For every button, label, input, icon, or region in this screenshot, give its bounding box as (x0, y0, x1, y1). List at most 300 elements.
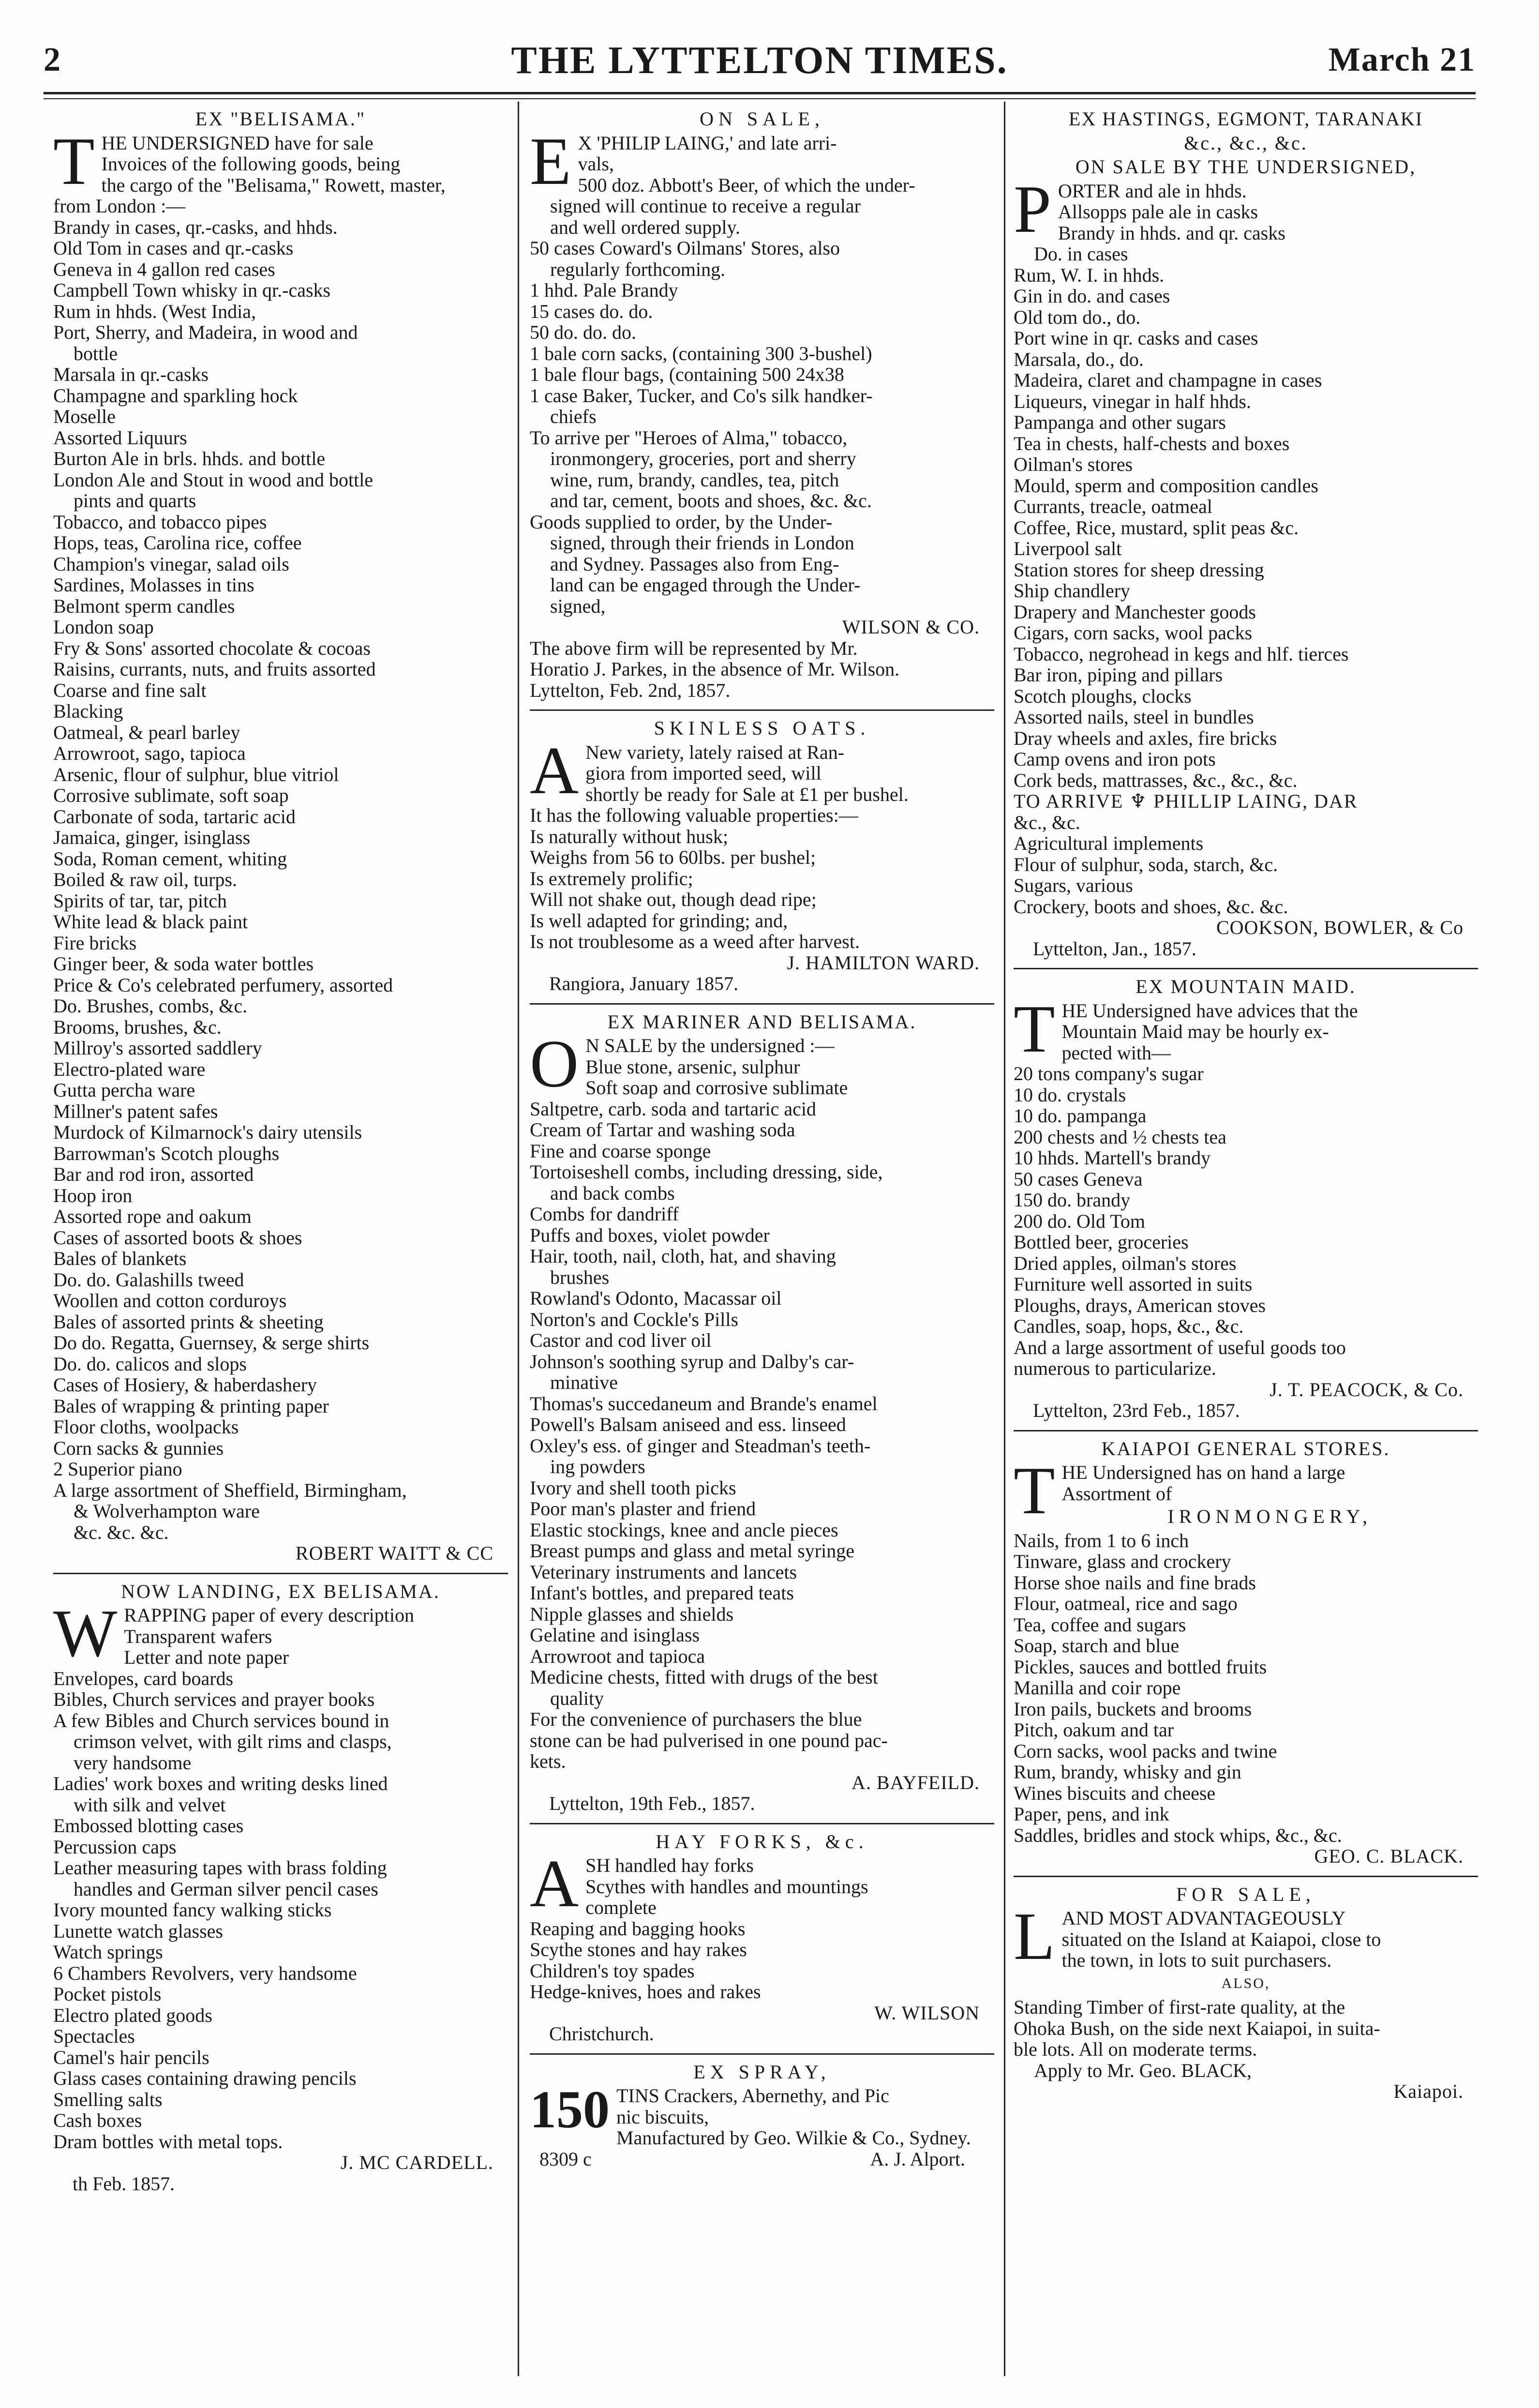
ad-body (530, 123, 994, 617)
text-line: and back combs (550, 1182, 675, 1204)
ad-signature: GEO. C. BLACK. (1314, 1845, 1464, 1867)
text-line: Blue stone, arsenic, sulphur (585, 1055, 800, 1078)
text-line: Mountain Maid may be hourly ex- (1061, 1021, 1329, 1042)
ad-subheading: IRONMONGERY, (1167, 1505, 1373, 1527)
text-line: Hair, tooth, nail, cloth, hat, and shaving (530, 1245, 836, 1267)
text-line: &c., &c. (1014, 811, 1080, 833)
text-line: Blacking (53, 700, 123, 722)
text-line: signed will continue to receive a regular (550, 195, 861, 217)
text-line: Tortoiseshell combs, including dressing, side, (530, 1161, 883, 1183)
ad-signature: A. J. Alport. (870, 2148, 965, 2170)
text-line: Bottled beer, groceries (1014, 1231, 1189, 1253)
text-line: Leather measuring tapes with brass folding (53, 1857, 387, 1879)
text-line: Bales of wrapping & printing paper (53, 1395, 329, 1417)
text-line: ing powders (550, 1456, 645, 1477)
text-line: Station stores for sheep dressing (1014, 558, 1264, 581)
text-line: Is not troublesome as a weed after harvest. (530, 931, 860, 952)
ad-ex-spray (530, 2062, 994, 2170)
text-line: And a large assortment of useful goods too (1014, 1336, 1346, 1358)
text-line: Belmont sperm candles (53, 595, 235, 617)
column-1 (53, 106, 508, 2201)
drop-cap: W (53, 1596, 118, 1671)
text-line: handles and German silver pencil cases (74, 1878, 378, 1900)
text-line: Manufactured by Geo. Wilkie & Co., Sydney. (616, 2127, 971, 2149)
text-line: London Ale and Stout in wood and bottle (53, 468, 374, 491)
text-line: Furniture well assorted in suits (1014, 1273, 1253, 1295)
ad-intro (1014, 1462, 1478, 1504)
text-line: Scythes with handles and mountings (585, 1875, 868, 1897)
ad-signature: WILSON & CO. (842, 616, 980, 638)
text-line: A few Bibles and Church services bound in (53, 1709, 389, 1731)
text-line: Tobacco, and tobacco pipes (53, 511, 267, 533)
quantity-numeral: 150 (530, 2080, 610, 2139)
text-line: London soap (53, 616, 154, 638)
text-line: Rum, W. I. in hhds. (1014, 264, 1165, 286)
text-line: Spirits of tar, tar, pitch (53, 889, 227, 912)
column-divider-1 (518, 102, 519, 2376)
text-line: Tea in chests, half-chests and boxes (1014, 432, 1290, 454)
text-line: Flour, oatmeal, rice and sago (1014, 1593, 1238, 1614)
text-line: 10 do. crystals (1014, 1084, 1126, 1106)
text-line: wine, rum, brandy, candles, tea, pitch (550, 468, 839, 491)
text-line: Sugars, various (1014, 874, 1133, 896)
goods-list (53, 217, 508, 1543)
text-line: Invoices of the following goods, being (101, 153, 401, 175)
text-line: Corn sacks & gunnies (53, 1437, 224, 1459)
text-line: Jamaica, ginger, isinglass (53, 827, 251, 848)
text-line: Scotch ploughs, clocks (1014, 685, 1192, 707)
text-line: and well ordered supply. (550, 216, 740, 238)
drop-cap: E (530, 123, 571, 199)
text-line: Corn sacks, wool packs and twine (1014, 1740, 1277, 1762)
text-line: Assorted Liquurs (53, 426, 187, 449)
ad-on-sale (530, 108, 994, 701)
text-line: Barrowman's Scotch ploughs (53, 1142, 280, 1164)
drop-cap: T (53, 123, 95, 199)
text-line: situated on the Island at Kaiapoi, close to (1061, 1928, 1381, 1950)
text-line: Castor and cod liver oil (530, 1329, 712, 1351)
text-line: Electro-plated ware (53, 1058, 206, 1080)
ad-heading: KAIAPOI GENERAL STORES. (1101, 1437, 1390, 1460)
ad-place: Christchurch. (549, 2023, 654, 2045)
text-line: Ploughs, drays, American stoves (1014, 1294, 1266, 1316)
text-line: Coarse and fine salt (53, 679, 207, 701)
column-3 (1014, 106, 1478, 2109)
text-line: Horse shoe nails and fine brads (1014, 1571, 1256, 1594)
text-line: the town, in lots to suit purchasers. (1061, 1949, 1332, 1971)
text-line: Fry & Sons' assorted chocolate & cocoas (53, 637, 371, 659)
text-line: Pocket pistols (53, 1983, 162, 2005)
text-line: Bibles, Church services and prayer books (53, 1688, 375, 1710)
ad-signature: J. T. PEACOCK, & Co. (1270, 1378, 1464, 1400)
drop-cap: T (1014, 1453, 1055, 1528)
ad-signature: W. WILSON (874, 2002, 980, 2024)
also-label: ALSO, (1221, 1975, 1270, 1991)
text-line: Raisins, currants, nuts, and fruits assorted (53, 658, 376, 680)
text-line: Iron pails, buckets and brooms (1014, 1698, 1252, 1720)
text-line: Elastic stockings, knee and ancle pieces (530, 1519, 838, 1541)
text-line: ironmongery, groceries, port and sherry (550, 448, 856, 469)
text-line: Paper, pens, and ink (1014, 1803, 1169, 1825)
text-line: Boiled & raw oil, turps. (53, 869, 237, 890)
text-line: Do. do. calicos and slops (53, 1353, 247, 1375)
ad-separator (53, 1573, 508, 1574)
drop-cap: A (530, 1846, 579, 1921)
text-line: Port, Sherry, and Madeira, in wood and (53, 321, 358, 343)
text-line: the cargo of the "Belisama," Rowett, master, (101, 174, 446, 196)
text-line: Rum, brandy, whisky and gin (1014, 1761, 1241, 1783)
text-line: Pampanga and other sugars (1014, 411, 1226, 433)
ad-heading: HAY FORKS, &c. (656, 1830, 868, 1852)
text-line: Old tom do., do. (1014, 306, 1141, 328)
text-line: Soft soap and corrosive sublimate (585, 1077, 848, 1099)
text-line: quality (550, 1687, 604, 1709)
text-line: Arrowroot and tapioca (530, 1645, 705, 1667)
text-line: 200 do. Old Tom (1014, 1210, 1146, 1232)
text-line: Infant's bottles, and prepared teats (530, 1582, 794, 1604)
text-line: Flour of sulphur, soda, starch, &c. (1014, 853, 1278, 875)
text-line: Bar and rod iron, assorted (53, 1163, 254, 1185)
text-line: Powell's Balsam aniseed and ess. linseed (530, 1414, 846, 1435)
ad-separator (1014, 968, 1478, 969)
text-line: Cream of Tartar and washing soda (530, 1119, 795, 1141)
ad-body (530, 1846, 994, 2002)
text-line: Gin in do. and cases (1014, 285, 1170, 307)
text-line: Hedge-knives, hoes and rakes (530, 1981, 761, 2002)
text-line: Norton's and Cockle's Pills (530, 1308, 739, 1330)
text-line: Letter and note paper (124, 1646, 289, 1668)
ad-ex-hastings (1014, 108, 1478, 959)
text-line: Is well adapted for grinding; and, (530, 909, 788, 932)
text-line: Fire bricks (53, 932, 137, 954)
drop-cap: O (530, 1026, 579, 1101)
ad-date: th Feb. 1857. (73, 2172, 175, 2195)
text-line: Assortment of (1061, 1482, 1172, 1505)
text-line: signed, through their friends in London (550, 532, 854, 554)
text-line: Cork beds, mattrasses, &c., &c., &c. (1014, 769, 1298, 791)
text-line: from London :— (53, 195, 186, 217)
text-line: Will not shake out, though dead ripe; (530, 888, 817, 910)
text-line: Saddles, bridles and stock whips, &c., &c. (1014, 1824, 1342, 1846)
text-line: Geneva in 4 gallon red cases (53, 258, 275, 280)
text-line: 10 hhds. Martell's brandy (1014, 1147, 1211, 1169)
text-line: Liqueurs, vinegar in half hhds. (1014, 390, 1251, 412)
to-arrive-line: TO ARRIVE ♆ PHILLIP LAING, DAR (1014, 790, 1358, 812)
text-line: Ladies' work boxes and writing desks lined (53, 1773, 388, 1794)
text-line: Arrowroot, sago, tapioca (53, 742, 246, 764)
text-line: &c. &c. &c. (74, 1521, 169, 1543)
ad-intro (53, 1605, 508, 1647)
text-line: 200 chests and ½ chests tea (1014, 1126, 1226, 1148)
text-line: SH handled hay forks (585, 1854, 754, 1876)
text-line: Currants, treacle, oatmeal (1014, 496, 1212, 517)
text-line: Cash boxes (53, 2109, 142, 2131)
text-line: TINS Crackers, Abernethy, and Pic (616, 2085, 889, 2107)
text-line: 150 do. brandy (1014, 1189, 1131, 1211)
text-line: Lunette watch glasses (53, 1920, 223, 1942)
text-line: very handsome (74, 1751, 192, 1774)
text-line: signed, (550, 595, 606, 617)
text-line: with silk and velvet (74, 1793, 226, 1816)
text-line: Goods supplied to order, by the Under- (530, 511, 833, 533)
text-line: Carbonate of soda, tartaric acid (53, 805, 296, 828)
ad-kaiapoi-stores (1014, 1438, 1478, 1867)
text-line: Do. do. Galashills tweed (53, 1268, 244, 1291)
text-line: complete (585, 1896, 657, 1918)
text-line: Johnson's soothing syrup and Dalby's car- (530, 1350, 854, 1372)
text-line: Ginger beer, & soda water bottles (53, 953, 314, 975)
text-line: Drapery and Manchester goods (1014, 601, 1256, 623)
ad-heading: EX MOUNTAIN MAID. (1136, 976, 1356, 997)
text-line: land can be engaged through the Under- (550, 574, 861, 596)
text-line: 50 do. do. do. (530, 321, 636, 343)
text-line: Cases of Hosiery, & haberdashery (53, 1374, 317, 1396)
text-line: 15 cases do. do. (530, 300, 653, 322)
text-line: minative (550, 1371, 618, 1393)
ad-subheading: ON SALE BY THE UNDERSIGNED, (1075, 156, 1417, 178)
text-line: Camel's hair pencils (53, 2046, 209, 2068)
text-line: 50 cases Coward's Oilmans' Stores, also (530, 237, 840, 259)
arrive-list (1014, 812, 1478, 918)
text-line: Sardines, Molasses in tins (53, 574, 254, 596)
ad-skinless-oats (530, 718, 994, 994)
text-line: Watch springs (53, 1941, 163, 1963)
text-line: For the convenience of purchasers the blue (530, 1708, 862, 1730)
text-line: 20 tons company's sugar (1014, 1063, 1204, 1084)
text-line: Poor man's plaster and friend (530, 1498, 756, 1520)
column-2 (530, 106, 994, 2176)
text-line: Rum in hhds. (West India, (53, 300, 256, 322)
ad-notice (530, 638, 994, 701)
text-line: Champion's vinegar, salad oils (53, 553, 289, 575)
ad-heading: EX "BELISAMA." (195, 108, 366, 130)
text-line: and Sydney. Passages also from Eng- (550, 553, 839, 575)
text-line: Brandy in cases, qr.-casks, and hhds. (53, 216, 338, 238)
ad-mariner-belisama (530, 1011, 994, 1814)
text-line: Puffs and boxes, violet powder (530, 1224, 770, 1246)
text-line: Percussion caps (53, 1836, 177, 1858)
ad-heading: SKINLESS OATS. (654, 717, 870, 739)
text-line: Ship chandlery (1014, 580, 1131, 602)
text-line: 2 Superior piano (53, 1458, 182, 1480)
ad-separator (530, 2053, 994, 2055)
text-line: New variety, lately raised at Ran- (585, 741, 845, 763)
text-line: Nipple glasses and shields (530, 1603, 734, 1625)
ad-date: Lyttelton, Jan., 1857. (1033, 937, 1196, 960)
ad-signature: COOKSON, BOWLER, & Co (1216, 917, 1464, 938)
text-line: 1 case Baker, Tucker, and Co's silk handker- (530, 384, 873, 406)
text-line: brushes (550, 1266, 610, 1288)
text-line: Pitch, oakum and tar (1014, 1719, 1174, 1741)
ad-body (1014, 991, 1478, 1379)
text-line: Electro plated goods (53, 2004, 212, 2026)
text-line: Dried apples, oilman's stores (1014, 1252, 1237, 1274)
text-line: Envelopes, card boards (53, 1667, 234, 1689)
ad-body (1014, 1899, 1478, 1974)
ad-signature: A. BAYFEILD. (852, 1771, 980, 1793)
ad-heading: ON SALE, (700, 108, 824, 130)
text-line: pints and quarts (74, 490, 196, 512)
text-line: Assorted rope and oakum (53, 1205, 252, 1227)
ad-date: Lyttelton, 19th Feb., 1857. (549, 1792, 755, 1814)
text-line: Arsenic, flour of sulphur, blue vitriol (53, 763, 339, 785)
ad-date: Rangiora, January 1857. (549, 973, 739, 994)
text-line: Campbell Town whisky in qr.-casks (53, 279, 331, 301)
text-line: Old Tom in cases and qr.-casks (53, 237, 294, 259)
text-line: ORTER and ale in hhds. (1058, 180, 1247, 202)
text-line: Burton Ale in brls. hhds. and bottle (53, 448, 326, 469)
text-line: Champagne and sparkling hock (53, 384, 298, 406)
text-line: 1 bale corn sacks, (containing 300 3-bushel) (530, 342, 872, 364)
text-line: Bar iron, piping and pillars (1014, 664, 1223, 686)
text-line: Dray wheels and axles, fire bricks (1014, 727, 1277, 749)
text-line: Tinware, glass and crockery (1014, 1550, 1231, 1572)
text-line: Gutta percha ware (53, 1079, 195, 1101)
text-line: Pickles, sauces and bottled fruits (1014, 1656, 1267, 1678)
text-line: Veterinary instruments and lancets (530, 1561, 797, 1583)
text-line: ble lots. All on moderate terms. (1014, 2038, 1257, 2060)
text-line: Moselle (53, 406, 116, 427)
ad-date: Lyttelton, 23rd Feb., 1857. (1033, 1400, 1240, 1421)
ad-heading: EX MARINER AND BELISAMA. (607, 1010, 917, 1033)
ad-separator (1014, 1430, 1478, 1431)
text-line: Liverpool salt (1014, 538, 1122, 559)
ad-heading: EX SPRAY, (693, 2061, 831, 2083)
issue-date: March 21 (1328, 41, 1476, 78)
ad-subheading: &c., &c., &c. (1184, 132, 1308, 154)
masthead-rule (44, 92, 1476, 99)
text-line: Brandy in hhds. and qr. casks (1058, 222, 1285, 244)
text-line: Coffee, Rice, mustard, split peas &c. (1014, 516, 1299, 539)
ad-ex-belisama (53, 108, 508, 1564)
text-line: N SALE by the undersigned :— (585, 1035, 835, 1056)
text-line: Camp ovens and iron pots (1014, 748, 1216, 770)
text-line: Glass cases containing drawing pencils (53, 2067, 357, 2089)
text-line: Ivory mounted fancy walking sticks (53, 1899, 332, 1921)
ad-hay-forks (530, 1831, 994, 2045)
text-line: Ohoka Bush, on the side next Kaiapoi, in suita- (1014, 2017, 1380, 2039)
text-line: Hoop iron (53, 1184, 133, 1206)
text-line: Murdock of Kilmarnock's dairy utensils (53, 1121, 362, 1143)
text-line: Breast pumps and glass and metal syringe (530, 1540, 854, 1562)
newspaper-title: THE LYTTELTON TIMES. (511, 39, 1008, 82)
text-line: Price & Co's celebrated perfumery, assorted (53, 974, 393, 996)
text-line: Rowland's Odonto, Macassar oil (530, 1287, 782, 1309)
ad-heading: NOW LANDING, EX BELISAMA. (121, 1580, 440, 1602)
text-line: Thomas's succedaneum and Brande's enamel (530, 1392, 878, 1415)
ad-separator (530, 1823, 994, 1824)
drop-cap: T (1014, 991, 1055, 1067)
text-line: Agricultural implements (1014, 832, 1204, 854)
text-line: Horatio J. Parkes, in the absence of Mr. Wilson. (530, 658, 900, 680)
page-number: 2 (44, 41, 60, 78)
goods-list (1014, 1530, 1478, 1846)
text-line: pected with— (1061, 1041, 1171, 1064)
text-line: 6 Chambers Revolvers, very handsome (53, 1962, 357, 1984)
text-line: Scythe stones and hay rakes (530, 1939, 747, 1960)
text-line: The above firm will be represented by Mr. (530, 637, 858, 659)
ad-now-landing (53, 1581, 508, 2195)
ad-for-sale (1014, 1884, 1478, 2102)
text-line: Medicine chests, fitted with drugs of the best (530, 1666, 878, 1688)
text-line: Embossed blotting cases (53, 1815, 244, 1836)
text-line: Combs for dandriff (530, 1203, 679, 1225)
text-line: To arrive per "Heroes of Alma," tobacco, (530, 426, 848, 449)
text-line: Wines biscuits and cheese (1014, 1782, 1216, 1804)
text-line: shortly be ready for Sale at £1 per bushel. (585, 783, 909, 805)
ad-heading: EX HASTINGS, EGMONT, TARANAKI (1068, 108, 1423, 130)
text-line: 1 bale flour bags, (containing 500 24x38 (530, 363, 844, 385)
text-line: Tobacco, negrohead in kegs and hlf. tierces (1014, 643, 1349, 665)
text-line: Nails, from 1 to 6 inch (1014, 1529, 1189, 1551)
text-line: Saltpetre, carb. soda and tartaric acid (530, 1098, 816, 1120)
text-line: nic biscuits, (616, 2106, 709, 2128)
ad-place: Kaiapoi. (1393, 2080, 1464, 2102)
text-line: 1 hhd. Pale Brandy (530, 279, 678, 301)
ad-body (530, 1026, 994, 1772)
text-line: regularly forthcoming. (550, 258, 726, 280)
text-line: Millner's patent safes (53, 1100, 218, 1122)
text-line: Apply to Mr. Geo. BLACK, (1034, 2059, 1252, 2081)
text-line: 50 cases Geneva (1014, 1168, 1143, 1190)
ad-mountain-maid (1014, 976, 1478, 1421)
text-line: Mould, sperm and composition candles (1014, 474, 1318, 497)
drop-cap: L (1014, 1899, 1055, 1974)
text-line: Dram bottles with metal tops. (53, 2130, 283, 2152)
masthead (44, 39, 1476, 82)
text-line: crimson velvet, with gilt rims and clasps, (74, 1731, 392, 1752)
ad-body (530, 733, 994, 952)
text-line: Cigars, corn sacks, wool packs (1014, 622, 1253, 644)
text-line: 500 doz. Abbott's Beer, of which the under- (578, 174, 915, 196)
text-line: Do do. Regatta, Guernsey, & serge shirts (53, 1332, 370, 1354)
text-line: Oxley's ess. of ginger and Steadman's teeth- (530, 1434, 871, 1457)
text-line: Millroy's assorted saddlery (53, 1037, 262, 1059)
text-line: Port wine in qr. casks and cases (1014, 327, 1258, 349)
text-line: Gelatine and isinglass (530, 1624, 700, 1646)
text-line: numerous to particularize. (1014, 1357, 1216, 1379)
text-line: HE Undersigned has on hand a large (1061, 1461, 1345, 1483)
text-line: HE UNDERSIGNED have for sale (101, 132, 374, 154)
text-line: Fine and coarse sponge (530, 1140, 711, 1162)
text-line: Ivory and shell tooth picks (530, 1476, 736, 1499)
drop-cap: A (530, 733, 579, 808)
text-line: Oatmeal, & pearl barley (53, 721, 240, 743)
text-line: Smelling salts (53, 2088, 163, 2110)
text-line: X 'PHILIP LAING,' and late arri- (578, 132, 837, 154)
text-line: Floor cloths, woolpacks (53, 1416, 239, 1438)
text-line: Candles, soap, hops, &c., &c. (1014, 1315, 1244, 1337)
column-divider-2 (1004, 102, 1005, 2376)
ad-body (1014, 1997, 1478, 2081)
text-line: HE Undersigned have advices that the (1061, 999, 1358, 1022)
text-line: & Wolverhampton ware (74, 1500, 260, 1522)
text-line: Do. Brushes, combs, &c. (53, 995, 248, 1017)
text-line: Hops, teas, Carolina rice, coffee (53, 532, 302, 554)
text-line: bottle (74, 342, 118, 364)
text-line: Bales of assorted prints & sheeting (53, 1310, 324, 1333)
text-line: It has the following valuable properties:— (530, 804, 858, 826)
text-line: Woollen and cotton corduroys (53, 1290, 287, 1311)
text-line: Transparent wafers (124, 1625, 272, 1647)
text-line: Marsala in qr.-casks (53, 363, 209, 385)
text-line: 10 do. pampanga (1014, 1105, 1147, 1127)
text-line: Soda, Roman cement, whiting (53, 847, 287, 870)
text-line: Standing Timber of first-rate quality, at the (1014, 1996, 1345, 2018)
text-line: Is extremely prolific; (530, 867, 693, 889)
ad-signature: J. HAMILTON WARD. (787, 951, 980, 974)
text-line: giora from imported seed, will (585, 762, 822, 784)
